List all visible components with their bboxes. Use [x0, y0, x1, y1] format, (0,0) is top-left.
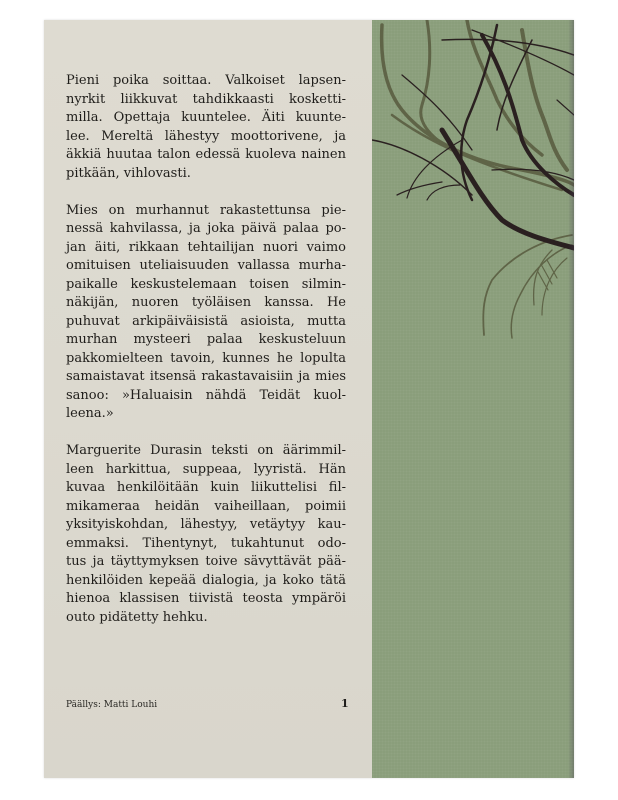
text-line: yksityiskohdan, lähestyy, vetäytyy kau-: [66, 517, 346, 532]
cover-edge-shadow: [568, 20, 574, 778]
text-line: murhan mysteeri palaa keskusteluun: [66, 332, 346, 347]
tree-branches-icon: [372, 20, 574, 778]
text-line: puhuvat arkipäiväisistä asioista, mutta: [66, 313, 346, 329]
text-line: leen harkittua, suppeaa, lyyristä. Hän: [66, 461, 346, 477]
text-line: nessä kahvilassa, ja joka päivä palaa po-: [66, 221, 346, 236]
text-line: näkijän, nuoren työläisen kanssa. He: [66, 295, 346, 310]
text-line: jan äiti, rikkaan tehtailijan nuori vaimo: [66, 239, 346, 255]
text-line: pitkään, vihlovasti.: [66, 165, 191, 181]
text-line: samaistavat itsensä rakastavaisiin ja mies: [66, 369, 346, 384]
text-line: paikalle keskustelemaan toisen silmin-: [66, 276, 346, 292]
paragraph-2: [66, 202, 346, 424]
text-line: mikameraa heidän vaiheillaan, poimii: [66, 498, 346, 514]
text-line: tus ja täyttymyksen toive sävyttävät pää-: [66, 554, 346, 569]
blurb-text: [66, 72, 346, 646]
text-line: nyrkit liikkuvat tahdikkaasti kosketti-: [66, 91, 346, 107]
text-line: Pieni poika soittaa. Valkoiset lapsen-: [66, 73, 346, 88]
text-line: äkkiä huutaa talon edessä kuoleva nainen: [66, 147, 346, 162]
cream-text-panel: [44, 20, 372, 778]
text-line: henkilöiden kepeää dialogia, ja koko tätä: [66, 572, 346, 588]
cover-designer-credit: Päällys: Matti Louhi: [66, 700, 158, 710]
text-line: hienoa klassisen tiivistä teosta ympäröi: [66, 591, 346, 606]
text-line: sanoo: »Haluaisin nähdä Teidät kuol-: [66, 387, 346, 403]
page-number: 1: [341, 697, 349, 710]
paragraph-3: [66, 442, 346, 627]
text-line: kuvaa henkilöitään kuin liikuttelisi fil-: [66, 480, 346, 495]
text-line: outo pidätetty hehku.: [66, 609, 208, 625]
text-line: emmaksi. Tihentynyt, tukahtunut odo-: [66, 535, 346, 551]
text-line: leena.»: [66, 406, 114, 421]
text-line: milla. Opettaja kuuntelee. Äiti kuunte-: [66, 110, 346, 125]
text-line: pakkomielteen tavoin, kunnes he lopulta: [66, 350, 346, 366]
text-line: Marguerite Durasin teksti on äärimmil-: [66, 443, 346, 458]
green-illustration-panel: [372, 20, 574, 778]
text-line: Mies on murhannut rakastettunsa pie-: [66, 202, 346, 218]
text-line: lee. Mereltä lähestyy moottorivene, ja: [66, 128, 346, 144]
paragraph-1: [66, 72, 346, 183]
text-line: omituisen uteliaisuuden vallassa murha-: [66, 258, 346, 273]
book-back-cover: [44, 20, 574, 778]
